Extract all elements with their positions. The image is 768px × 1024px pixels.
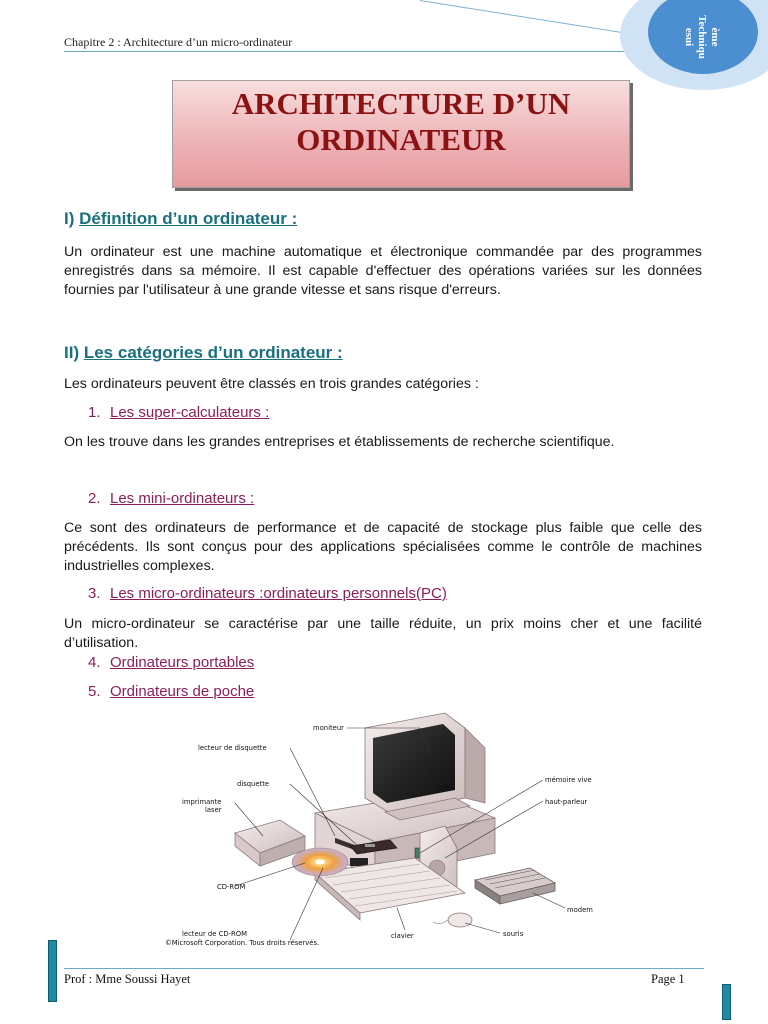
category-item-3: [88, 585, 447, 602]
item-number: 2.: [88, 490, 101, 507]
label-disquette: disquette: [237, 780, 270, 788]
label-modem: modem: [567, 906, 593, 914]
footer-rule: [64, 968, 704, 969]
category-text-1: On les trouve dans les grandes entreprises et établissements de recherche scientifique.: [64, 434, 615, 450]
corner-label: [651, 13, 721, 61]
computer-illustration: [165, 708, 615, 950]
section-heading-definition: [64, 209, 297, 229]
category-item-1: [88, 404, 269, 421]
category-item-5: [88, 683, 254, 700]
corner-line-1: ème: [709, 27, 721, 47]
footer-author: Prof : Mme Soussi Hayet: [64, 972, 191, 986]
category-item-4: [88, 654, 254, 671]
mouse-icon: [433, 913, 472, 927]
corner-line-3: esui: [683, 27, 695, 47]
label-souris: souris: [503, 930, 524, 938]
header-rule: [64, 51, 680, 52]
label-clavier: clavier: [391, 932, 414, 940]
page-title: [172, 86, 630, 158]
item-number: 5.: [88, 683, 101, 700]
item-label: Ordinateurs portables: [110, 654, 255, 671]
section-title: Définition d’un ordinateur :: [79, 209, 298, 228]
modem-icon: [475, 868, 555, 904]
categories-intro: Les ordinateurs peuvent être classés en trois grandes catégories :: [64, 376, 479, 392]
label-memoire-vive: mémoire vive: [545, 776, 592, 784]
section-heading-categories: [64, 343, 343, 363]
item-label: Les super-calculateurs :: [110, 404, 270, 421]
category-item-2: [88, 490, 254, 507]
title-line-2: ORDINATEUR: [296, 122, 506, 157]
definition-paragraph: Un ordinateur est une machine automatique et électronique commandée par des programmes enregistrés dans sa mémoire. Il est capable d'effectuer des opérations variées sur les données fournies par l'utilisateur à une grande vitesse et sans risque d'erreurs.: [64, 244, 702, 298]
item-number: 1.: [88, 404, 101, 421]
section-title: Les catégories d’un ordinateur :: [83, 343, 343, 362]
item-label: Ordinateurs de poche: [110, 683, 255, 700]
monitor-icon: [365, 713, 485, 820]
item-label: Les micro-ordinateurs :ordinateurs personnels(PC): [110, 585, 447, 602]
running-header: Chapitre 2 : Architecture d’un micro-ordinateur: [64, 35, 293, 49]
label-haut-parleur: haut-parleur: [545, 798, 588, 806]
label-moniteur: moniteur: [313, 724, 344, 732]
footer-accent-bar-right: [722, 984, 731, 1020]
cd-rom-icon: [292, 848, 348, 876]
title-line-1: ARCHITECTURE D’UN: [231, 86, 571, 121]
label-laser: laser: [205, 806, 222, 814]
item-number: 4.: [88, 654, 101, 671]
label-imprimante: imprimante: [182, 798, 222, 806]
section-prefix: II): [64, 343, 80, 362]
label-lecteur-cd-rom: lecteur de CD-ROM: [182, 930, 247, 938]
label-cd-rom: CD-ROM: [217, 883, 246, 891]
item-number: 3.: [88, 585, 101, 602]
page-number: Page 1: [651, 972, 685, 986]
figure-credit: ©Microsoft Corporation. Tous droits réservés.: [165, 939, 320, 947]
category-text-3: Un micro-ordinateur se caractérise par une taille réduite, un prix moins cher et une facilité d’utilisation.: [64, 616, 702, 651]
corner-line-2: Techniqu: [696, 15, 708, 59]
category-text-2: Ce sont des ordinateurs de performance et de capacité de stockage plus faible que celle des précédents. Ils sont conçus pour des applications spécialisées comme le contrôle de machines industrielles complexes.: [64, 520, 702, 574]
footer-accent-bar-left: [48, 940, 57, 1002]
section-prefix: I): [64, 209, 75, 228]
item-label: Les mini-ordinateurs :: [110, 490, 255, 507]
label-lecteur-disquette: lecteur de disquette: [198, 744, 267, 752]
